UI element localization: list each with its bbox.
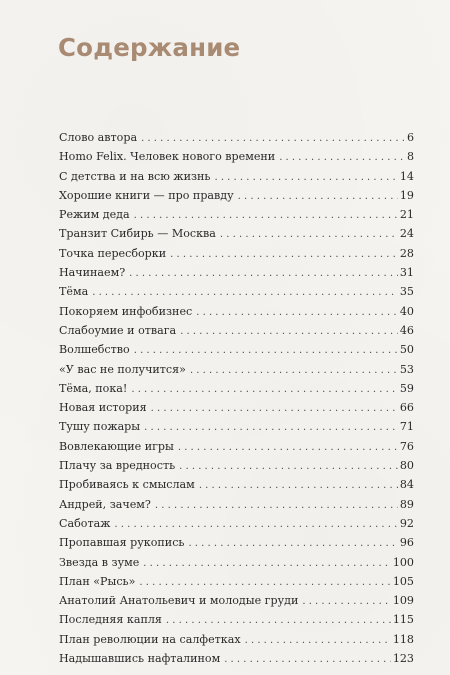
toc-entry-page-number: 66 <box>399 401 414 415</box>
toc-entry-title: План «Рысь» <box>59 574 136 588</box>
dot-leader <box>245 635 391 646</box>
toc-entry <box>59 208 414 227</box>
toc-entry <box>59 363 414 382</box>
toc-entry-title: Новая история <box>59 401 147 415</box>
toc-entry-page-number: 40 <box>399 304 414 318</box>
toc-entry <box>59 498 414 517</box>
dot-leader <box>220 229 398 240</box>
toc-entry-page-number: 28 <box>399 246 414 260</box>
toc-entry <box>59 652 414 671</box>
dot-leader <box>131 384 398 395</box>
toc-entry-title: Пробиваясь к смыслам <box>59 478 195 492</box>
toc-entry-page-number: 115 <box>392 613 414 627</box>
toc-entry-page-number: 71 <box>399 420 414 434</box>
toc-entry <box>59 382 414 401</box>
dot-leader <box>139 577 390 588</box>
toc-entry-title: Надышавшись нафталином <box>59 652 221 666</box>
table-of-contents <box>59 131 414 671</box>
toc-entry <box>59 266 414 285</box>
toc-entry <box>59 324 414 343</box>
dot-leader <box>199 480 398 491</box>
dot-leader <box>188 538 397 549</box>
toc-entry-page-number: 6 <box>406 131 414 144</box>
dot-leader <box>114 519 397 530</box>
toc-entry <box>59 575 414 594</box>
toc-entry <box>59 247 414 266</box>
dot-leader <box>224 654 391 665</box>
toc-entry <box>59 536 414 555</box>
toc-entry <box>59 440 414 459</box>
toc-entry <box>59 131 414 150</box>
dot-leader <box>141 133 405 144</box>
page-title: Содержание <box>58 33 241 62</box>
toc-entry-page-number: 89 <box>399 497 414 511</box>
toc-entry-title: Homo Felix. Человек нового времени <box>59 150 276 164</box>
toc-entry-title: Тушу пожары <box>59 420 141 434</box>
dot-leader <box>134 210 398 221</box>
dot-leader <box>166 615 391 626</box>
toc-entry-title: Точка пересборки <box>59 246 167 260</box>
dot-leader <box>170 249 398 260</box>
toc-entry-title: Хорошие книги — про правду <box>59 188 234 202</box>
dot-leader <box>134 345 398 356</box>
toc-entry <box>59 459 414 478</box>
toc-entry-title: Звезда в зуме <box>59 555 140 569</box>
dot-leader <box>92 287 398 298</box>
toc-entry <box>59 150 414 169</box>
toc-entry-page-number: 46 <box>399 323 414 337</box>
dot-leader <box>155 500 398 511</box>
toc-entry-title: Волшебство <box>59 343 130 357</box>
toc-entry <box>59 420 414 439</box>
toc-entry-title: Слово автора <box>59 131 138 144</box>
toc-entry-title: Тёма, пока! <box>59 381 128 395</box>
toc-entry-page-number: 92 <box>399 516 414 530</box>
toc-entry-title: «У вас не получится» <box>59 362 186 376</box>
toc-entry-title: Слабоумие и отвага <box>59 323 177 337</box>
toc-entry <box>59 556 414 575</box>
toc-entry <box>59 401 414 420</box>
toc-entry <box>59 227 414 246</box>
toc-entry-title: Саботаж <box>59 516 111 530</box>
toc-entry-title: Пропавшая рукопись <box>59 536 185 550</box>
toc-entry-title: Андрей, зачем? <box>59 497 151 511</box>
toc-entry-title: Режим деда <box>59 208 130 222</box>
toc-entry-title: Транзит Сибирь — Москва <box>59 227 216 241</box>
toc-entry-title: Начинаем? <box>59 266 126 280</box>
toc-entry-page-number: 53 <box>399 362 414 376</box>
toc-entry-page-number: 8 <box>406 150 414 164</box>
toc-entry-page-number: 50 <box>399 343 414 357</box>
toc-entry <box>59 189 414 208</box>
toc-entry-page-number: 96 <box>399 536 414 550</box>
toc-entry <box>59 594 414 613</box>
toc-entry-page-number: 100 <box>392 555 414 569</box>
toc-entry-page-number: 80 <box>399 459 414 473</box>
toc-entry <box>59 613 414 632</box>
toc-entry <box>59 170 414 189</box>
toc-entry-page-number: 84 <box>399 478 414 492</box>
toc-entry-page-number: 76 <box>399 439 414 453</box>
toc-entry-title: План революции на салфетках <box>59 632 241 646</box>
dot-leader <box>196 307 398 318</box>
toc-entry-page-number: 35 <box>399 285 414 299</box>
toc-entry-page-number: 24 <box>399 227 414 241</box>
dot-leader <box>279 152 405 163</box>
dot-leader <box>190 365 398 376</box>
dot-leader <box>179 461 398 472</box>
dot-leader <box>214 172 397 183</box>
toc-entry <box>59 343 414 362</box>
toc-entry-title: Плачу за вредность <box>59 459 176 473</box>
toc-entry-title: Последняя капля <box>59 613 162 627</box>
toc-entry-page-number: 19 <box>399 188 414 202</box>
toc-entry-page-number: 14 <box>399 169 414 183</box>
dot-leader <box>302 596 390 607</box>
dot-leader <box>143 558 391 569</box>
toc-entry-page-number: 31 <box>399 266 414 280</box>
toc-entry-title: Анатолий Анатольевич и молодые груди <box>59 594 299 608</box>
toc-entry-page-number: 123 <box>392 652 414 666</box>
toc-entry-title: С детства и на всю жизнь <box>59 169 211 183</box>
toc-entry <box>59 305 414 324</box>
dot-leader <box>238 191 398 202</box>
toc-entry-title: Тёма <box>59 285 89 299</box>
toc-entry-page-number: 21 <box>399 208 414 222</box>
toc-entry-title: Покоряем инфобизнес <box>59 304 193 318</box>
toc-entry-page-number: 59 <box>399 381 414 395</box>
toc-entry-title: Вовлекающие игры <box>59 439 174 453</box>
toc-entry-page-number: 105 <box>392 574 414 588</box>
dot-leader <box>151 403 398 414</box>
toc-entry <box>59 478 414 497</box>
toc-entry-page-number: 109 <box>392 594 414 608</box>
toc-entry <box>59 285 414 304</box>
toc-entry <box>59 633 414 652</box>
toc-entry <box>59 517 414 536</box>
dot-leader <box>178 442 398 453</box>
dot-leader <box>144 422 398 433</box>
toc-entry-page-number: 118 <box>392 632 414 646</box>
dot-leader <box>180 326 398 337</box>
dot-leader <box>129 268 398 279</box>
